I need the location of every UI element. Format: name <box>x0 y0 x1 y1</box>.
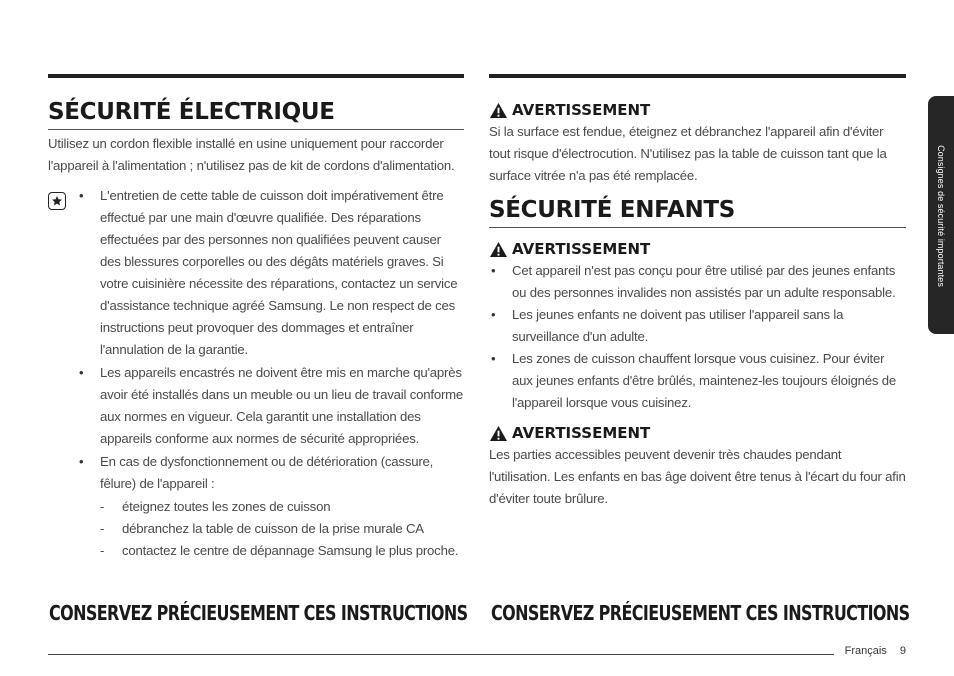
left-column <box>48 74 464 563</box>
list-item: • Les zones de cuisson chauffent lorsque vous cuisinez. Pour éviter aux jeunes enfants d'être brûlés, maintenez-les toujours éloignés de l'appareil lorsque vous cuisinez. <box>512 348 906 414</box>
warning-heading <box>489 238 906 260</box>
warning-triangle-icon <box>489 425 508 442</box>
footer-language: Français <box>844 645 887 657</box>
warning-heading <box>489 422 906 444</box>
left-top-rule <box>48 74 464 78</box>
warning-text: Si la surface est fendue, éteignez et débranchez l'appareil afin d'éviter tout risque d'électrocution. N'utilisez pas la table de cuisson tant que la surface vitrée n'a pas été remplacée. <box>489 124 887 183</box>
warning-text: Les parties accessibles peuvent devenir très chaudes pendant l'utilisation. Les enfants en bas âge doivent être tenus à l'écart du four afin d'éviter toute brûlure. <box>489 447 906 506</box>
sub-list-item: - contactez le centre de dépannage Samsung le plus proche. <box>100 540 464 562</box>
list-item: • Cet appareil n'est pas conçu pour être utilisé par des jeunes enfants ou des personnes invalides non assistés par un adulte responsable. <box>512 260 906 304</box>
keep-instructions-right: CONSERVEZ PRÉCIEUSEMENT CES INSTRUCTIONS <box>491 601 910 625</box>
page-number: 9 <box>899 645 906 657</box>
list-item-text: En cas de dysfonctionnement ou de détérioration (cassure, fêlure) de l'appareil : <box>100 454 434 491</box>
star-icon <box>48 192 66 210</box>
sub-list <box>100 496 464 562</box>
electrical-safety-title: SÉCURITÉ ÉLECTRIQUE <box>48 99 464 130</box>
side-tab-label: Consignes de sécurité importantes <box>936 145 946 287</box>
keep-instructions-left: CONSERVEZ PRÉCIEUSEMENT CES INSTRUCTIONS <box>49 601 468 625</box>
warning-label: AVERTISSEMENT <box>512 240 651 258</box>
section-side-tab[interactable] <box>928 96 954 334</box>
warning-label: AVERTISSEMENT <box>512 424 651 442</box>
electrical-safety-intro: Utilisez un cordon flexible installé en usine uniquement pour raccorder l'appareil à l'alimentation ; n'utilisez pas de kit de cordons d'alimentation. <box>48 136 455 173</box>
list-item <box>100 451 464 562</box>
child-safety-title: SÉCURITÉ ENFANTS <box>489 197 906 228</box>
electrical-safety-list <box>48 185 464 562</box>
right-column <box>489 74 906 510</box>
list-item: • Les jeunes enfants ne doivent pas utiliser l'appareil sans la surveillance d'un adulte. <box>512 304 906 348</box>
sub-list-item: - débranchez la table de cuisson de la prise murale CA <box>100 518 464 540</box>
list-item: • Les appareils encastrés ne doivent être mis en marche qu'après avoir été installés dans un meuble ou un lieu de travail conforme aux normes en vigueur. Cela garantit une installation des appareils conforme aux normes de sécurité appropriées. <box>100 362 464 450</box>
right-top-rule <box>489 74 906 78</box>
footer-rule <box>48 654 834 655</box>
warning-triangle-icon <box>489 102 508 119</box>
warning-heading <box>489 99 906 121</box>
warning-triangle-icon <box>489 241 508 258</box>
child-safety-list <box>489 260 906 414</box>
sub-list-item: - éteignez toutes les zones de cuisson <box>100 496 464 518</box>
warning-label: AVERTISSEMENT <box>512 101 651 119</box>
page-footer <box>845 645 906 657</box>
list-item: • L'entretien de cette table de cuisson doit impérativement être effectué par une main d'œuvre qualifiée. Des réparations effectuées par des personnes non qualifiées peuvent causer des blessures corporelles ou des dégâts matériels graves. Si votre cuisinière nécessite des réparations, contactez un service d'assistance technique agréé Samsung. Le non respect de ces instructions peut provoquer des dommages et entraîner l'annulation de la garantie. <box>100 185 464 361</box>
